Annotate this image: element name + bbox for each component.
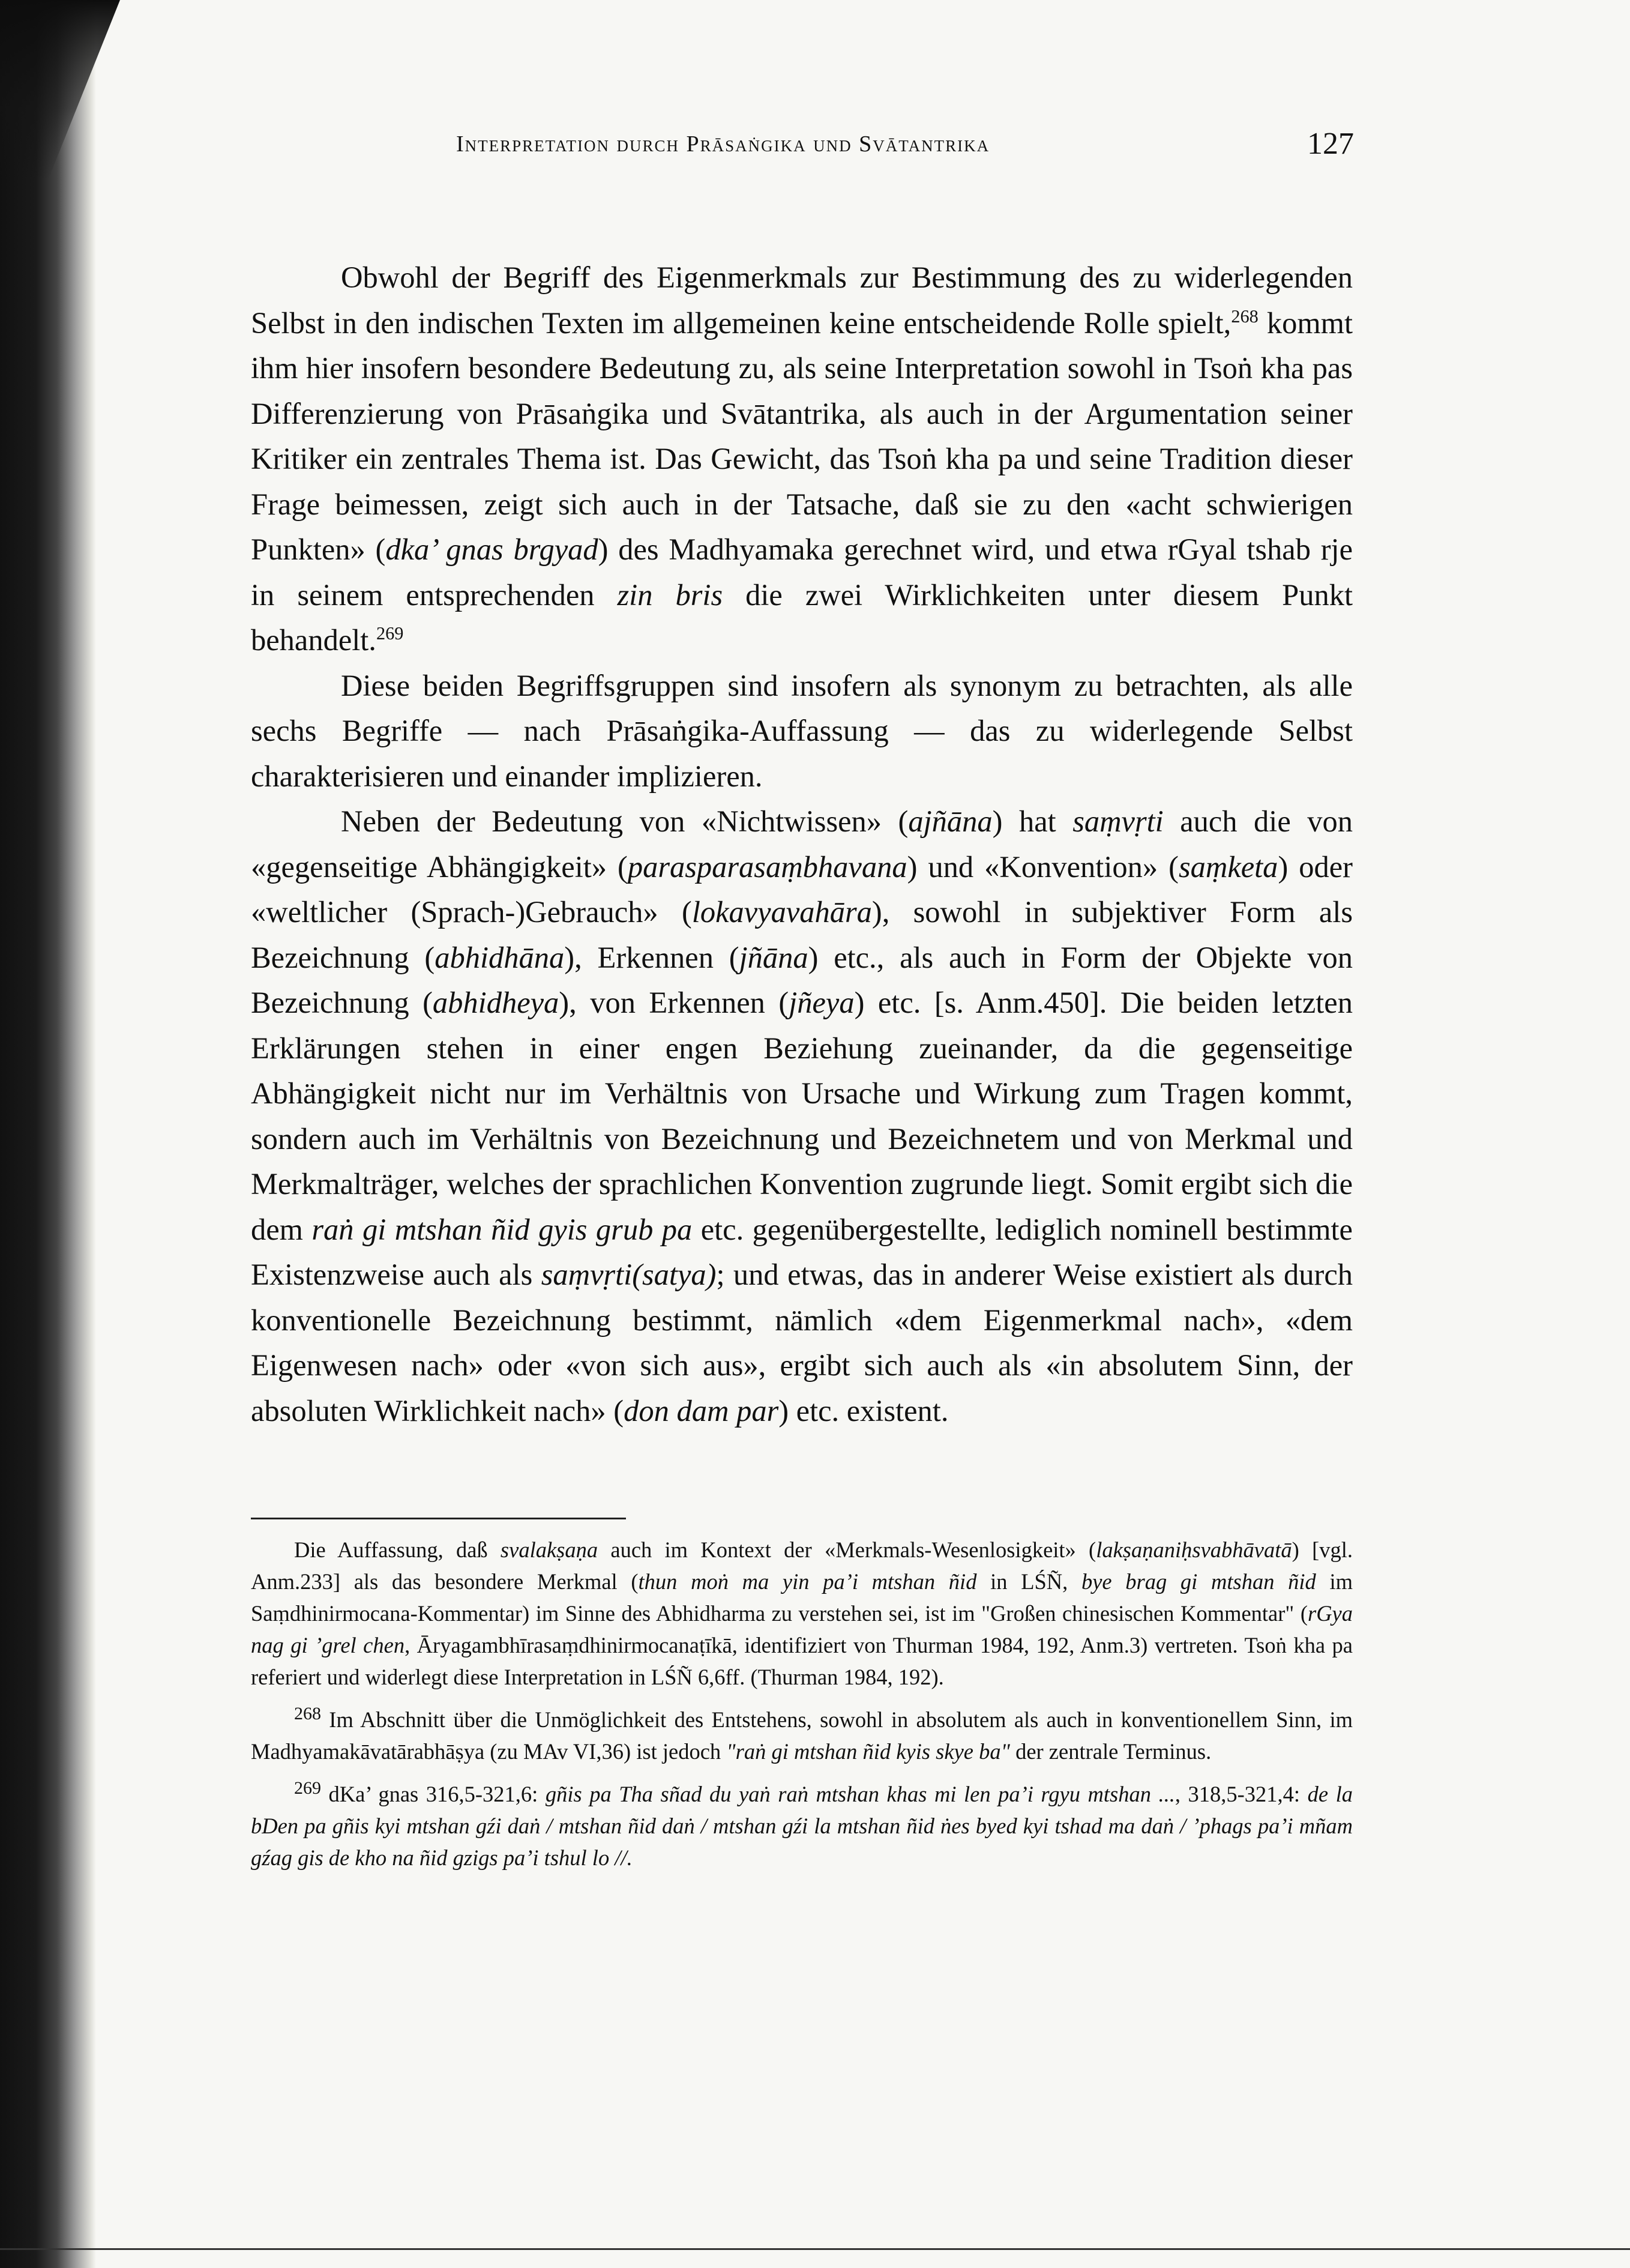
text-run: ) [vgl. Anm.233] als das besondere Merkmal (	[251, 1537, 1353, 1594]
footnote-divider	[251, 1518, 626, 1519]
footnote-268	[251, 1704, 1353, 1767]
italic-term: svalakṣaṇa	[500, 1537, 598, 1562]
scan-bottom-edge	[0, 2248, 1630, 2250]
text-run: in LŚÑ,	[976, 1569, 1081, 1594]
italic-term: bye brag gi mtshan ñid	[1081, 1569, 1316, 1594]
text-run: ) des Madhyamaka gerechnet wird, und etwa rGyal tshab rje in seinem entsprechenden	[251, 532, 1353, 612]
text-run: kommt ihm hier insofern besondere Bedeutung zu, als seine Interpretation sowohl in Tsoṅ kha pas Differenzierung von Prāsaṅgika und Svātantrika, als auch in der Argumentation seiner Kritiker ein zentrales Thema ist. Das Gewicht, das Tsoṅ kha pa und seine Tradition dieser Frage beimessen, zeigt sich auch in der Tatsache, daß sie zu den «acht schwierigen Punkten» (	[251, 306, 1353, 566]
text-run: ) etc. [s. Anm.450]. Die beiden letzten Erklärungen stehen in einer engen Beziehung zueinander, da die gegenseitige Abhängigkeit nicht nur im Verhältnis von Ursache und Wirkung zum Tragen kommt, sondern auch im Verhältnis von Bezeichnung und Bezeichnetem und von Merkmal und Merkmalträger, welches der sprachlichen Konvention zugrunde liegt. Somit ergibt sich die dem	[251, 986, 1353, 1246]
footnote-ref-268[interactable]: 268	[1231, 306, 1259, 327]
text-run: die zwei Wirklichkeiten unter diesem Punkt behandelt.	[251, 578, 1353, 657]
text-run: ), von Erkennen (	[559, 986, 789, 1019]
text-run: Im Abschnitt über die Unmöglichkeit des Entstehens, sowohl in absolutem als auch in konventionellem Sinn, im Madhyamakāvatārabhāṣya (zu MAv VI,36) ist jedoch	[251, 1707, 1353, 1764]
text-run: ) etc., als auch in Form der Objekte von Bezeichnung (	[251, 940, 1353, 1019]
italic-term: zin bris	[617, 578, 723, 612]
footnote-number: 269	[294, 1778, 321, 1798]
text-run: ; und etwas, das in anderer Weise existiert als durch konventionelle Bezeichnung bestimmt, nämlich «dem Eigenmerkmal nach», «dem Eigenwesen nach» oder «von sich aus», ergibt sich auch als «in absolutem Sinn, der absoluten Wirklichkeit nach» (	[251, 1258, 1353, 1428]
italic-term: don dam par	[624, 1393, 779, 1428]
italic-term: jñeya	[789, 986, 855, 1019]
text-run: auch die von «gegenseitige Abhängigkeit» (	[251, 804, 1353, 884]
italic-term: raṅ gi mtshan ñid gyis grub pa	[311, 1212, 693, 1246]
footnote-269	[251, 1778, 1353, 1874]
italic-term: abhidheya	[432, 986, 559, 1019]
italic-term: lakṣaṇaniḥsvabhāvatā	[1096, 1537, 1292, 1562]
text-run: im Saṃdhinirmocana-Kommentar) im Sinne des Abhidharma zu verstehen sei, ist im "Großen chinesischen Kommentar" (	[251, 1569, 1353, 1626]
text-run: Obwohl der Begriff des Eigenmerkmals zur Bestimmung des zu widerlegenden Selbst in den indischen Texten im allgemeinen keine entscheidende Rolle spielt,	[251, 261, 1353, 340]
running-header: Interpretation durch Prāsaṅgika und Svātantrika	[456, 131, 990, 157]
text-run: der zentrale Terminus.	[1009, 1739, 1212, 1764]
text-run: , Āryagambhīrasaṃdhinirmocanaṭīkā, identifiziert von Thurman 1984, 192, Anm.3) vertreten. Tsoṅ kha pa referiert und widerlegt diese Interpretation in LŚÑ 6,6ff. (Thurman 1984, 192).	[251, 1633, 1353, 1689]
main-text	[251, 255, 1353, 1434]
italic-term: saṃvṛti	[1072, 804, 1164, 838]
paragraph-2: Diese beiden Begriffsgruppen sind insofern als synonym zu betrachten, als alle sechs Begriffe — nach Prāsaṅgika-Auffassung — das zu widerlegende Selbst charakterisieren und einander implizieren.	[251, 668, 1353, 793]
italic-term: ajñāna	[908, 804, 993, 838]
text-run: ) oder «weltlicher (Sprach-)Gebrauch» (	[251, 849, 1353, 929]
italic-term: de la bDen pa gñis kyi mtshan gźi daṅ / mtshan ñid daṅ / mtshan gźi la mtshan ñid ṅes byed kyi tshad ma daṅ / ’phags pa’i mñam gźag gis de kho na ñid gzigs pa’i tshul lo //.	[251, 1782, 1353, 1870]
text-run: , 318,5-321,4:	[1174, 1782, 1308, 1806]
footnote-ref-269[interactable]: 269	[376, 623, 404, 644]
italic-term: "raṅ gi mtshan ñid kyis skye ba"	[726, 1739, 1010, 1764]
footnotes	[251, 1534, 1353, 1884]
text-run: ), sowohl in subjektiver Form als Bezeichnung (	[251, 895, 1353, 974]
text-run: auch im Kontext der «Merkmals-Wesenlosigkeit» (	[598, 1537, 1096, 1562]
footnote-number: 268	[294, 1703, 321, 1724]
text-run: ) hat	[992, 804, 1073, 838]
text-run: Neben der Bedeutung von «Nichtwissen» (	[341, 804, 909, 838]
italic-term: jñāna	[739, 940, 808, 974]
text-run: Die Auffassung, daß	[294, 1537, 501, 1562]
text-run: etc. gegenübergestellte, lediglich nominell bestimmte Existenzweise auch als	[251, 1212, 1353, 1291]
italic-term: parasparasaṃbhavana	[627, 849, 907, 884]
paragraph-3	[251, 799, 1353, 1434]
italic-term: thun moṅ ma yin pa’i mtshan ñid	[638, 1569, 977, 1594]
italic-term: abhidhāna	[435, 940, 565, 974]
text-run: dKa’ gnas 316,5-321,6:	[321, 1782, 546, 1806]
italic-term: gñis pa Tha sñad du yaṅ raṅ mtshan khas mi len pa’i rgyu mtshan ...	[545, 1782, 1175, 1806]
book-spine-shadow	[0, 0, 96, 2268]
italic-term: saṃvṛti(satya)	[541, 1258, 717, 1291]
italic-term: saṃketa	[1178, 849, 1278, 884]
italic-term: dka’ gnas brgyad	[385, 532, 598, 566]
text-run: ), Erkennen (	[564, 940, 739, 974]
italic-term: rGya nag gi ’grel chen	[251, 1601, 1353, 1657]
footnote-continued	[251, 1534, 1353, 1693]
text-run: ) und «Konvention» (	[907, 849, 1179, 884]
paragraph-1	[251, 255, 1353, 663]
text-run: ) etc. existent.	[778, 1393, 949, 1428]
page-number: 127	[1307, 127, 1354, 161]
italic-term: lokavyavahāra	[691, 895, 872, 929]
